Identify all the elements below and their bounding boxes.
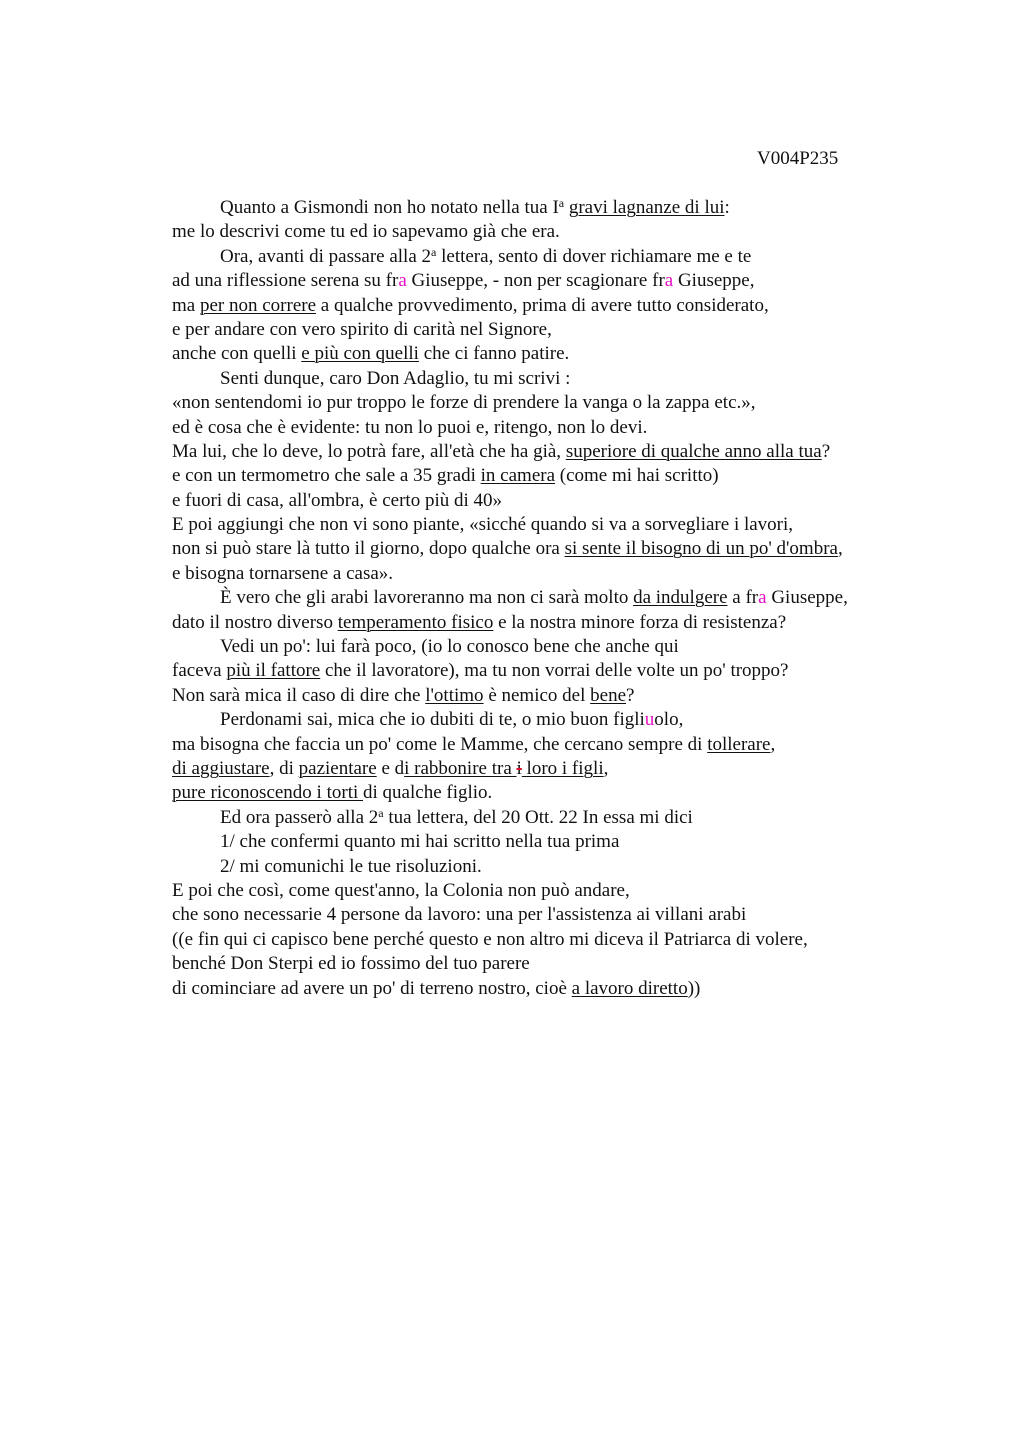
underlined-text: si sente il bisogno di un po' d'ombra — [564, 538, 838, 560]
text-segment: Ora, avanti di passare alla 2 — [220, 245, 432, 267]
text-segment: «non sentendomi io pur troppo le forze di prendere la vanga o la zappa etc.», — [172, 392, 756, 414]
text-line — [172, 757, 917, 781]
text-line — [172, 294, 917, 318]
text-segment: è nemico del — [483, 684, 591, 706]
underlined-text: l'ottimo — [425, 684, 484, 706]
underlined-text: pure riconoscendo i torti — [172, 782, 364, 804]
text-line — [172, 196, 917, 220]
text-line — [172, 855, 917, 879]
text-segment: e d — [376, 757, 405, 779]
text-segment: e per andare con vero spirito di carità nel Signore, — [172, 318, 552, 340]
text-line — [172, 586, 917, 610]
text-segment: che il lavoratore), ma tu non vorrai delle volte un po' troppo? — [320, 660, 789, 682]
text-line — [172, 659, 917, 683]
text-segment: dato il nostro diverso — [172, 611, 338, 633]
text-segment: Giuseppe, — [673, 270, 755, 292]
text-segment: e fuori di casa, all'ombra, è certo più di 40» — [172, 489, 503, 511]
underlined-text: bene — [590, 684, 627, 706]
underlined-text: pazientare — [298, 757, 377, 779]
text-line — [172, 318, 917, 342]
underlined-text: per non correre — [199, 294, 317, 316]
text-segment: Giuseppe, - non per scagionare fr — [406, 270, 665, 292]
superscript: a — [558, 196, 565, 210]
correction-letter: a — [398, 270, 407, 292]
text-line — [172, 928, 917, 952]
text-segment: (come mi hai scritto) — [555, 465, 719, 487]
page-identifier: V004P235 — [757, 148, 839, 169]
underlined-text: superiore di qualche anno alla tua — [565, 440, 822, 462]
struck-letter: i — [516, 757, 522, 779]
text-line — [172, 367, 917, 391]
underlined-text: loro i figli — [521, 757, 604, 779]
text-segment: Senti dunque, caro Don Adaglio, tu mi scrivi : — [220, 367, 571, 389]
text-line — [172, 684, 917, 708]
underlined-text: i rabbonire tra — [404, 757, 517, 779]
text-segment: , di — [269, 757, 299, 779]
correction-letter: u — [644, 709, 655, 731]
underlined-text: tollerare — [707, 733, 771, 755]
text-segment: non si può stare là tutto il giorno, dopo qualche ora — [172, 538, 565, 560]
underlined-text: in camera — [480, 465, 556, 487]
underlined-text: di aggiustare — [172, 757, 270, 779]
text-segment: ma bisogna che faccia un po' come le Mamme, che cercano sempre di — [172, 733, 708, 755]
text-line — [172, 635, 917, 659]
text-segment: di qualche figlio. — [363, 782, 493, 804]
text-line — [172, 440, 917, 464]
text-segment: )) — [687, 977, 701, 999]
text-segment: faceva — [172, 660, 227, 682]
text-line — [172, 977, 917, 1001]
text-line — [172, 342, 917, 366]
text-segment: che sono necessarie 4 persone da lavoro: una per l'assistenza ai villani arabi — [172, 904, 747, 926]
text-segment: E poi che così, come quest'anno, la Colonia non può andare, — [172, 879, 630, 901]
text-line — [172, 733, 917, 757]
underlined-text: a lavoro diretto — [571, 977, 688, 999]
text-line — [172, 489, 917, 513]
text-segment: Quanto a Gismondi non ho notato nella tua I — [220, 197, 559, 218]
text-segment: 1/ che confermi quanto mi hai scritto nella tua prima — [220, 831, 620, 853]
text-line — [172, 269, 917, 293]
text-segment: me lo descrivi come tu ed io sapevamo già che era. — [172, 221, 560, 243]
text-segment: È vero che gli arabi lavoreranno ma non ci sarà molto — [220, 587, 634, 609]
text-segment: tua lettera, del 20 Ott. 22 In essa mi dici — [383, 806, 693, 828]
text-segment: lettera, sento di dover richiamare me e te — [436, 245, 752, 267]
text-segment: ma — [172, 294, 200, 316]
text-segment: che ci fanno patire. — [418, 343, 570, 365]
text-line — [172, 903, 917, 927]
text-segment: e con un termometro che sale a 35 gradi — [172, 465, 481, 487]
superscript: a — [431, 244, 437, 259]
text-line — [172, 391, 917, 415]
correction-letter: a — [664, 270, 674, 292]
text-segment: , — [603, 757, 609, 779]
text-segment: Giuseppe, — [766, 587, 848, 609]
text-segment: anche con quelli — [172, 343, 302, 365]
underlined-text: temperamento fisico — [337, 611, 494, 633]
text-line — [172, 781, 917, 805]
correction-letter: a — [758, 587, 767, 609]
text-segment: ? — [626, 684, 635, 706]
text-segment: Vedi un po': lui farà poco, (io lo conosco bene che anche qui — [220, 636, 679, 658]
text-segment: , — [837, 538, 843, 560]
underlined-text: gravi lagnanze di lui — [568, 197, 725, 218]
text-segment: 2/ mi comunichi le tue risoluzioni. — [220, 855, 482, 877]
text-line — [172, 464, 917, 488]
text-line — [172, 952, 917, 976]
text-line — [172, 806, 917, 830]
text-segment: : — [724, 197, 730, 218]
text-segment: E poi aggiungi che non vi sono piante, «sicché quando si va a sorvegliare i lavori, — [172, 514, 794, 536]
text-segment: e bisogna tornarsene a casa». — [172, 562, 394, 584]
superscript: a — [378, 805, 384, 820]
letter-body — [172, 196, 917, 1001]
text-segment: di cominciare ad avere un po' di terreno nostro, cioè — [172, 977, 572, 999]
text-line — [172, 513, 917, 537]
text-segment: e la nostra minore forza di resistenza? — [493, 611, 787, 633]
text-segment: ed è cosa che è evidente: tu non lo puoi e, ritengo, non lo devi. — [172, 416, 648, 438]
text-segment: Non sarà mica il caso di dire che — [172, 684, 426, 706]
text-segment: Ma lui, che lo deve, lo potrà fare, all'età che ha già, — [172, 440, 566, 462]
text-segment: ((e fin qui ci capisco bene perché questo e non altro mi diceva il Patriarca di volere, — [172, 928, 808, 950]
text-line — [172, 220, 917, 244]
text-segment: benché Don Sterpi ed io fossimo del tuo parere — [172, 953, 530, 975]
text-segment: ? — [821, 440, 831, 462]
text-line — [172, 562, 917, 586]
text-line — [172, 708, 917, 732]
underlined-text: e più con quelli — [301, 343, 419, 365]
text-segment: a qualche provvedimento, prima di avere tutto considerato, — [316, 294, 769, 316]
text-segment: a fr — [727, 587, 759, 609]
text-segment: ad una riflessione serena su fr — [172, 270, 399, 292]
text-line — [172, 879, 917, 903]
text-segment: Perdonami sai, mica che io dubiti di te, o mio buon figli — [220, 709, 645, 731]
text-line — [172, 537, 917, 561]
text-line — [172, 416, 917, 440]
underlined-text: più il fattore — [226, 660, 321, 682]
text-segment: olo, — [654, 709, 684, 731]
text-line — [172, 830, 917, 854]
text-segment: Ed ora passerò alla 2 — [220, 806, 379, 828]
underlined-text: da indulgere — [633, 587, 728, 609]
text-segment: , — [770, 733, 776, 755]
text-line — [172, 245, 917, 269]
text-line — [172, 611, 917, 635]
